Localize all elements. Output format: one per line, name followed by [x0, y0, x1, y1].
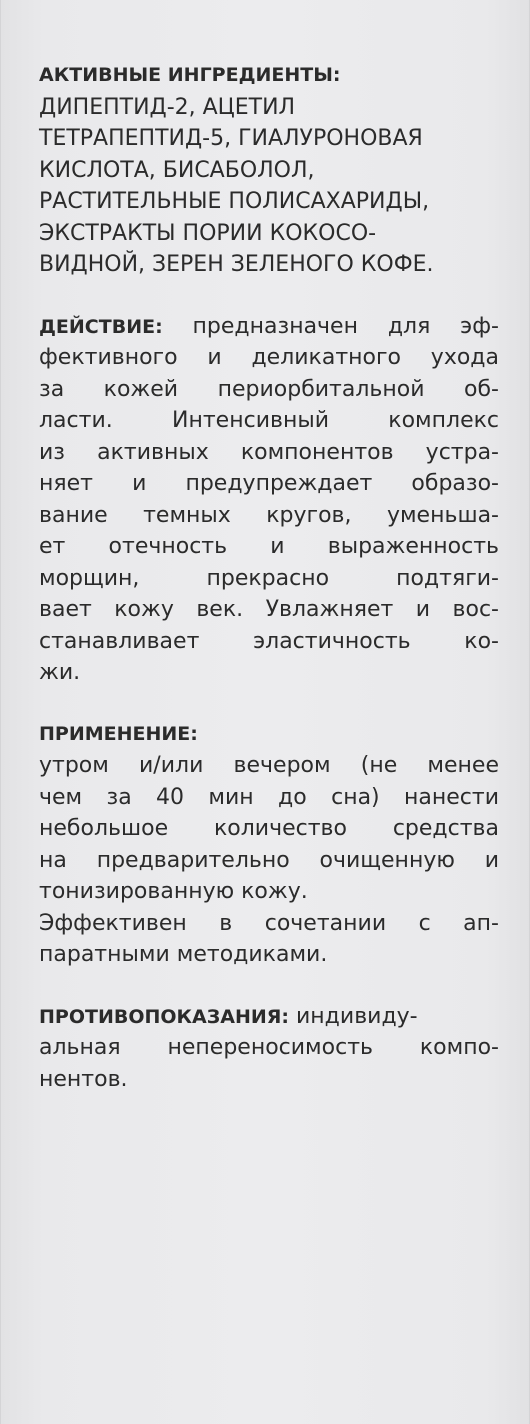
action-first-line: [39, 311, 499, 343]
contraindications-first-line: [39, 1001, 499, 1033]
action-text: предназначен для эф-: [192, 313, 499, 339]
usage-line: на предварительно очищенную и: [39, 847, 499, 873]
usage-line: Эффективен в сочетании с ап-: [39, 910, 499, 936]
action-line: ет отечность и выраженность: [39, 534, 499, 559]
ingredients-heading: АКТИВНЫЕ ИНГРЕДИЕНТЫ:: [39, 64, 341, 86]
action-line: из активных компонентов устра-: [39, 439, 499, 465]
action-line: жи.: [39, 660, 81, 685]
contraindications-line: альная непереносимость компо-: [39, 1035, 499, 1060]
action-line: фективного и деликатного ухода: [39, 345, 499, 370]
contraindications-heading: ПРОТИВОПОКАЗАНИЯ:: [39, 1005, 289, 1028]
usage-heading: ПРИМЕНЕНИЕ:: [39, 722, 198, 745]
ingredients-line: ТЕТРАПЕПТИД-5, ГИАЛУРОНОВАЯ: [39, 126, 423, 151]
product-description: [39, 60, 499, 1095]
ingredients-line: ЭКСТРАКТЫ ПОРИИ КОКОСО-: [39, 220, 377, 246]
ingredients-section: [39, 60, 499, 281]
action-line: станавливает эластичность ко-: [39, 628, 499, 654]
action-heading: ДЕЙСТВИЕ:: [39, 315, 163, 338]
ingredients-line: ВИДНОЙ, ЗЕРЕН ЗЕЛЕНОГО КОФЕ.: [39, 252, 434, 277]
usage-line: тонизированную кожу.: [39, 879, 308, 904]
action-section: [39, 311, 499, 689]
action-line: за кожей периорбитальной об-: [39, 376, 499, 402]
ingredients-line: РАСТИТЕЛЬНЫЕ ПОЛИСАХАРИДЫ,: [39, 189, 430, 214]
usage-line: чем за 40 мин до сна) нанести: [39, 784, 499, 810]
usage-line: небольшое количество средства: [39, 816, 499, 841]
action-line: ласти. Интенсивный комплекс: [39, 408, 499, 433]
contraindications-section: [39, 1001, 499, 1096]
usage-line: паратными методиками.: [39, 942, 328, 967]
contraindications-text: индивиду-: [296, 1003, 418, 1029]
action-line: вает кожу век. Увлажняет и вос-: [39, 597, 499, 622]
usage-line: утром и/или вечером (не менее: [39, 753, 499, 778]
action-line: няет и предупреждает образо-: [39, 471, 499, 496]
contraindications-line: нентов.: [39, 1066, 128, 1092]
usage-section: [39, 719, 499, 971]
ingredients-line: КИСЛОТА, БИСАБОЛОЛ,: [39, 157, 315, 183]
ingredients-line: ДИПЕПТИД-2, АЦЕТИЛ: [39, 94, 296, 120]
action-line: морщин, прекрасно подтяги-: [39, 565, 499, 591]
action-line: вание темных кругов, уменьша-: [39, 502, 499, 528]
